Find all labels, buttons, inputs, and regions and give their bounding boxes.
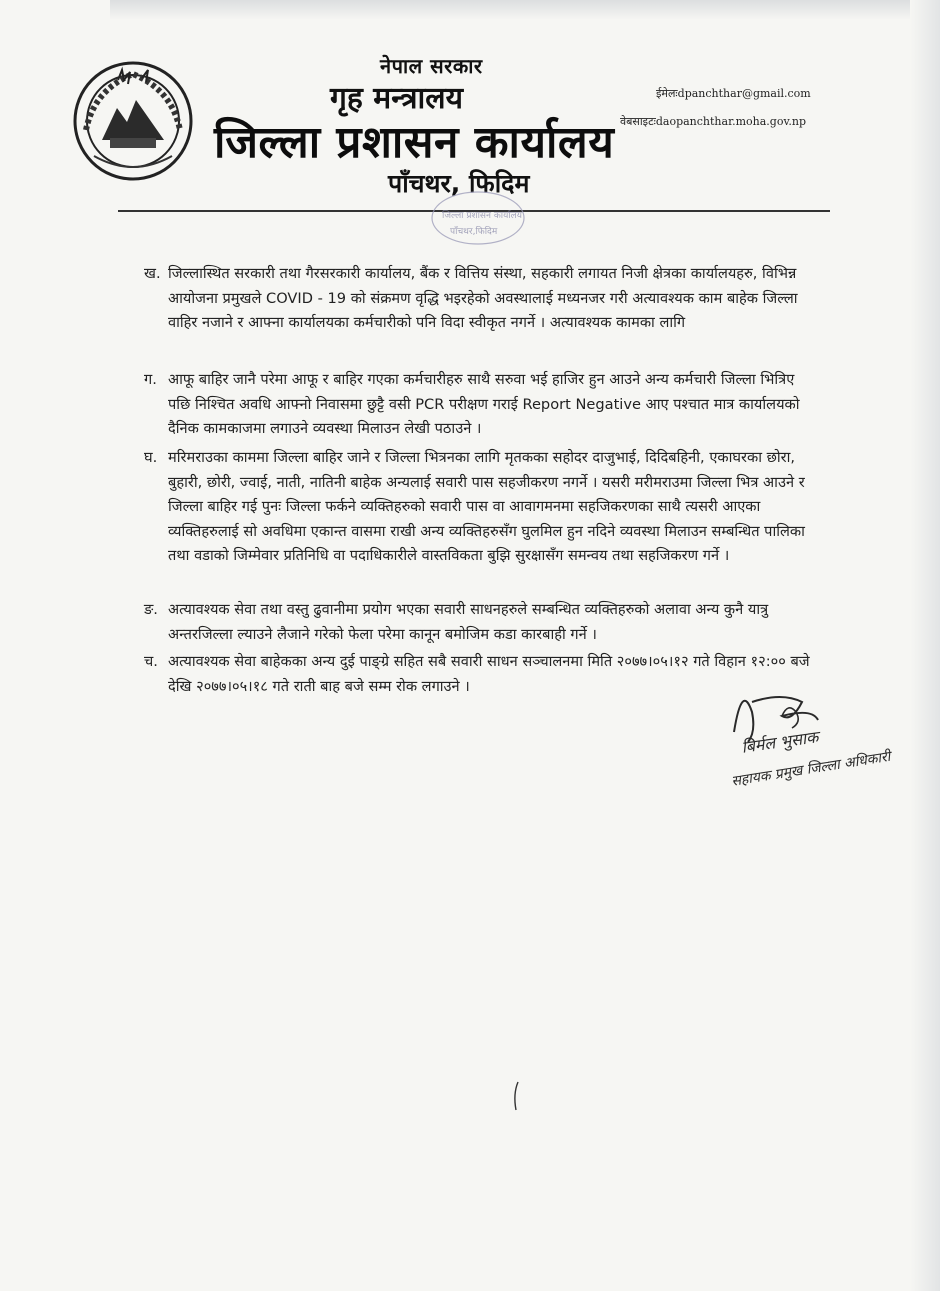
clause-gha xyxy=(144,446,814,569)
signatory-name: बिर्मल भुसाक xyxy=(740,727,820,757)
clause-text: मरिमराउका काममा जिल्ला बाहिर जाने र जिल्ला भित्रनका लागि मृतकका सहोदर दाजुभाई, दिदिबहिनी, एकाघरका छोरा, बुहारी, छोरी, ज्वाई, नाती, नातिनी बाहेक अन्यलाई सवारी पास सहजीकरण नगर्ने । यसरी मरीमराउमा जिल्ला भित्र आउने र जिल्ला बाहिर गई पुनः जिल्ला फर्कने व्यक्तिहरुको सवारी पास वा आवागमनमा सहजिकरणका साथै त्यसरी आएका व्यक्तिहरुलाई सो अवधिमा एकान्त वासमा राखी अन्य व्यक्तिहरुसँग घुलमिल हुन नदिने व्यवस्था मिलाउन सम्बन्धित पालिका तथा वडाको जिम्मेवार प्रतिनिधि वा पदाधिकारीले वास्तविकता बुझि सुरक्षासँग समन्वय तथा सहजिकरण गर्ने । xyxy=(168,449,805,564)
stamp-line-2: पाँचथर,फिदिम xyxy=(450,227,498,237)
clause-text: जिल्लास्थित सरकारी तथा गैरसरकारी कार्यालय, बैंक र वित्तिय संस्था, सहकारी लगायत निजी क्षेत्रका कार्यालयहरु, विभिन्न आयोजना प्रमुखले COVID - 19 को संक्रमण वृद्धि भइरहेको अवस्थालाई मध्यनजर गरी अत्यावश्यक काम बाहेक जिल्ला वाहिर नजाने र आफ्ना कार्यालयका कर्मचारीको पनि विदा स्वीकृत नगर्ने । अत्यावश्यक कामका लागि xyxy=(168,265,798,331)
clause-label: ङ. xyxy=(144,601,158,618)
office-location: पाँचथर, फिदिम xyxy=(388,169,530,198)
stamp-line-1: जिल्ला प्रशासन कार्यालय xyxy=(442,211,522,221)
scan-shadow xyxy=(110,0,940,20)
signatory-title: सहायक प्रमुख जिल्ला अधिकारी xyxy=(730,748,892,790)
clause-cha xyxy=(144,650,814,699)
office-title: जिल्ला प्रशासन कार्यालय xyxy=(214,117,615,168)
clause-label: ख. xyxy=(144,265,161,282)
clause-label: घ. xyxy=(144,449,158,466)
scan-edge xyxy=(910,0,940,1291)
clause-ga xyxy=(144,368,814,442)
clause-text: अत्यावश्यक सेवा तथा वस्तु ढुवानीमा प्रयोग भएका सवारी साधनहरुले सम्बन्धित व्यक्तिहरुको अलावा अन्य कुनै यात्रु अन्तरजिल्ला ल्याउने लैजाने गरेको फेला परेमा कानून बमोजिम कडा कारबाही गर्ने । xyxy=(168,601,769,643)
contact-website: वेबसाइटःdaopanchthar.moha.gov.np xyxy=(620,115,806,128)
clause-text: आफू बाहिर जानै परेमा आफू र बाहिर गएका कर्मचारीहरु साथै सरुवा भई हाजिर हुन आउने अन्य कर्मचारी जिल्ला भित्रिए पछि निश्चित अवधि आफ्नो निवासमा छुट्टै वसी PCR परीक्षण गराई Report Negative आए पश्चात मात्र कार्यालयको दैनिक कामकाजमा लगाउने व्यवस्था मिलाउन लेखी पठाउने । xyxy=(168,371,800,437)
nepal-emblem-icon xyxy=(72,60,194,182)
clause-nga xyxy=(144,598,814,647)
contact-email: ईमेलःdpanchthar@gmail.com xyxy=(656,87,811,100)
clause-label: च. xyxy=(144,653,158,670)
clause-text: अत्यावश्यक सेवा बाहेकका अन्य दुई पाङ्ग्रे सहित सबै सवारी साधन सञ्चालनमा मिति २०७७।०५।१२ गते विहान १२:०० बजे देखि २०७७।०५।१८ गते राती बाह बजे सम्म रोक लगाउने । xyxy=(168,653,810,695)
office-stamp xyxy=(428,188,530,250)
government-title: नेपाल सरकार xyxy=(380,54,483,78)
clause-kha xyxy=(144,262,814,336)
clause-label: ग. xyxy=(144,371,157,388)
ministry-title: गृह मन्त्रालय xyxy=(330,81,464,116)
pen-mark-icon xyxy=(512,1080,520,1112)
